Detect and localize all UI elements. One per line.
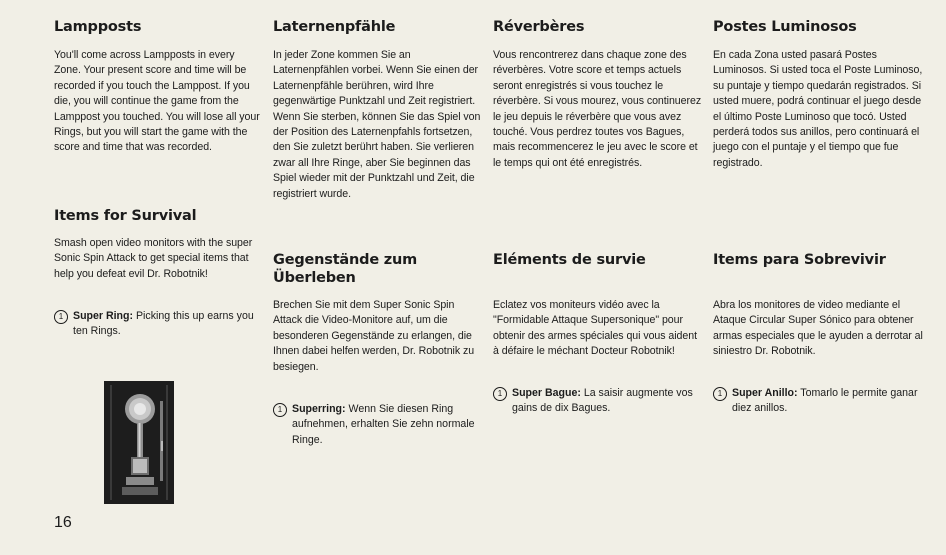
item-text: Picking this up earns you ten Rings. [73, 310, 254, 338]
body-laternenpfaehle: In jeder Zone kommen Sie an Laternenpfählen vorbei. Wenn Sie einen der Laternenpfähle berühren, wird Ihre gegenwärtige Punktzahl und Zeit registriert. Wenn Sie sterben, können Sie das Spiel von der Position des Laternenpfahls fortsetzen, den Sie zuletzt berührt haben. Sie verlieren zwar all Ihre Ringe, aber Sie beginnen das Spiel wieder mit der Punktzahl und Zeit, die registriert wurde. [273, 49, 481, 200]
body-elements-survie: Eclatez vos moniteurs vidéo avec la "Formidable Attaque Supersonique" pour obtenir des armes spéciales qui vous aident à défaire le méchant Docteur Robotnik! [493, 299, 697, 358]
heading-lampposts: Lampposts [54, 19, 142, 35]
page-number: 16 [54, 514, 72, 531]
monitor-illustration [104, 381, 174, 504]
item-title: Super Bague: [512, 387, 581, 399]
body-reverberes: Vous rencontrerez dans chaque zone des réverbères. Votre score et temps actuels seront enregistrés si vous touchez le réverbère. Si vous mourez, vous continuerez le jeu depuis le réverbère que vous avez touché. Vous perdrez toutes vos Bagues, mais recommencerez le jeu avec le score et le temps qui ont été enregistrés. [493, 49, 702, 169]
item-number-badge: 1 [493, 387, 507, 401]
item-number-badge: 1 [713, 387, 727, 401]
heading-laternenpfaehle: Laternenpfähle [273, 19, 396, 35]
item-description [73, 309, 264, 340]
body-postes-luminosos: En cada Zona usted pasará Postes Luminosos. Si usted toca el Poste Luminoso, su puntaje y tiempo quedarán registrados. Si usted muere, podrá continuar el juego desde el último Poste Luminoso que tocó. Usted perderá todos sus anillos, pero continuará el juego con el puntaje y el tiempo que fue registrado. [713, 49, 923, 169]
heading-gegenstaende: Gegenstände zum Überleben [273, 252, 418, 286]
item-description [732, 386, 925, 417]
body-items-sobrevivir: Abra los monitores de video mediante el Ataque Circular Super Sónico para obtener armas especiales que le ayuden a derrotar al siniestro Dr. Robotnik. [713, 299, 923, 358]
body-lampposts: You'll come across Lampposts in every Zone. Your present score and time will be recorded if you touch the Lamppost. If you die, you will continue the game from the Lamppost you touched. You will lose all your Rings, but you will start the game with the score and time that was recorded. [54, 49, 260, 154]
item-super-anillo [713, 386, 925, 417]
item-text: Tomarlo le permite ganar diez anillos. [732, 387, 918, 415]
item-number-badge: 1 [273, 403, 287, 417]
heading-postes-luminosos: Postes Luminosos [713, 19, 857, 35]
heading-items-sobrevivir: Items para Sobrevivir [713, 252, 886, 268]
heading-items-survival: Items for Survival [54, 208, 197, 224]
item-title: Super Anillo: [732, 387, 798, 399]
item-super-bague [493, 386, 703, 417]
item-title: Super Ring: [73, 310, 134, 322]
item-super-ring [54, 309, 264, 340]
item-description [292, 402, 483, 448]
item-text: La saisir augmente vos gains de dix Bagues. [512, 387, 693, 415]
item-description [512, 386, 703, 417]
body-gegenstaende: Brechen Sie mit dem Super Sonic Spin Attack die Video-Monitore auf, um die besonderen Gegenstände zu erlangen, die Ihnen dabei helfen werden, Dr. Robotnik zu besiegen. [273, 299, 475, 373]
item-title: Superring: [292, 403, 346, 415]
super-ring-monitor-image [104, 381, 174, 504]
item-text: Wenn Sie diesen Ring aufnehmen, erhalten Sie zehn normale Ringe. [292, 403, 475, 446]
item-number-badge: 1 [54, 310, 68, 324]
item-superring [273, 402, 483, 448]
body-items-survival: Smash open video monitors with the super Sonic Spin Attack to get special items that help you defeat evil Dr. Robotnik! [54, 237, 253, 280]
heading-elements-survie: Eléments de survie [493, 252, 646, 268]
heading-reverberes: Réverbères [493, 19, 585, 35]
